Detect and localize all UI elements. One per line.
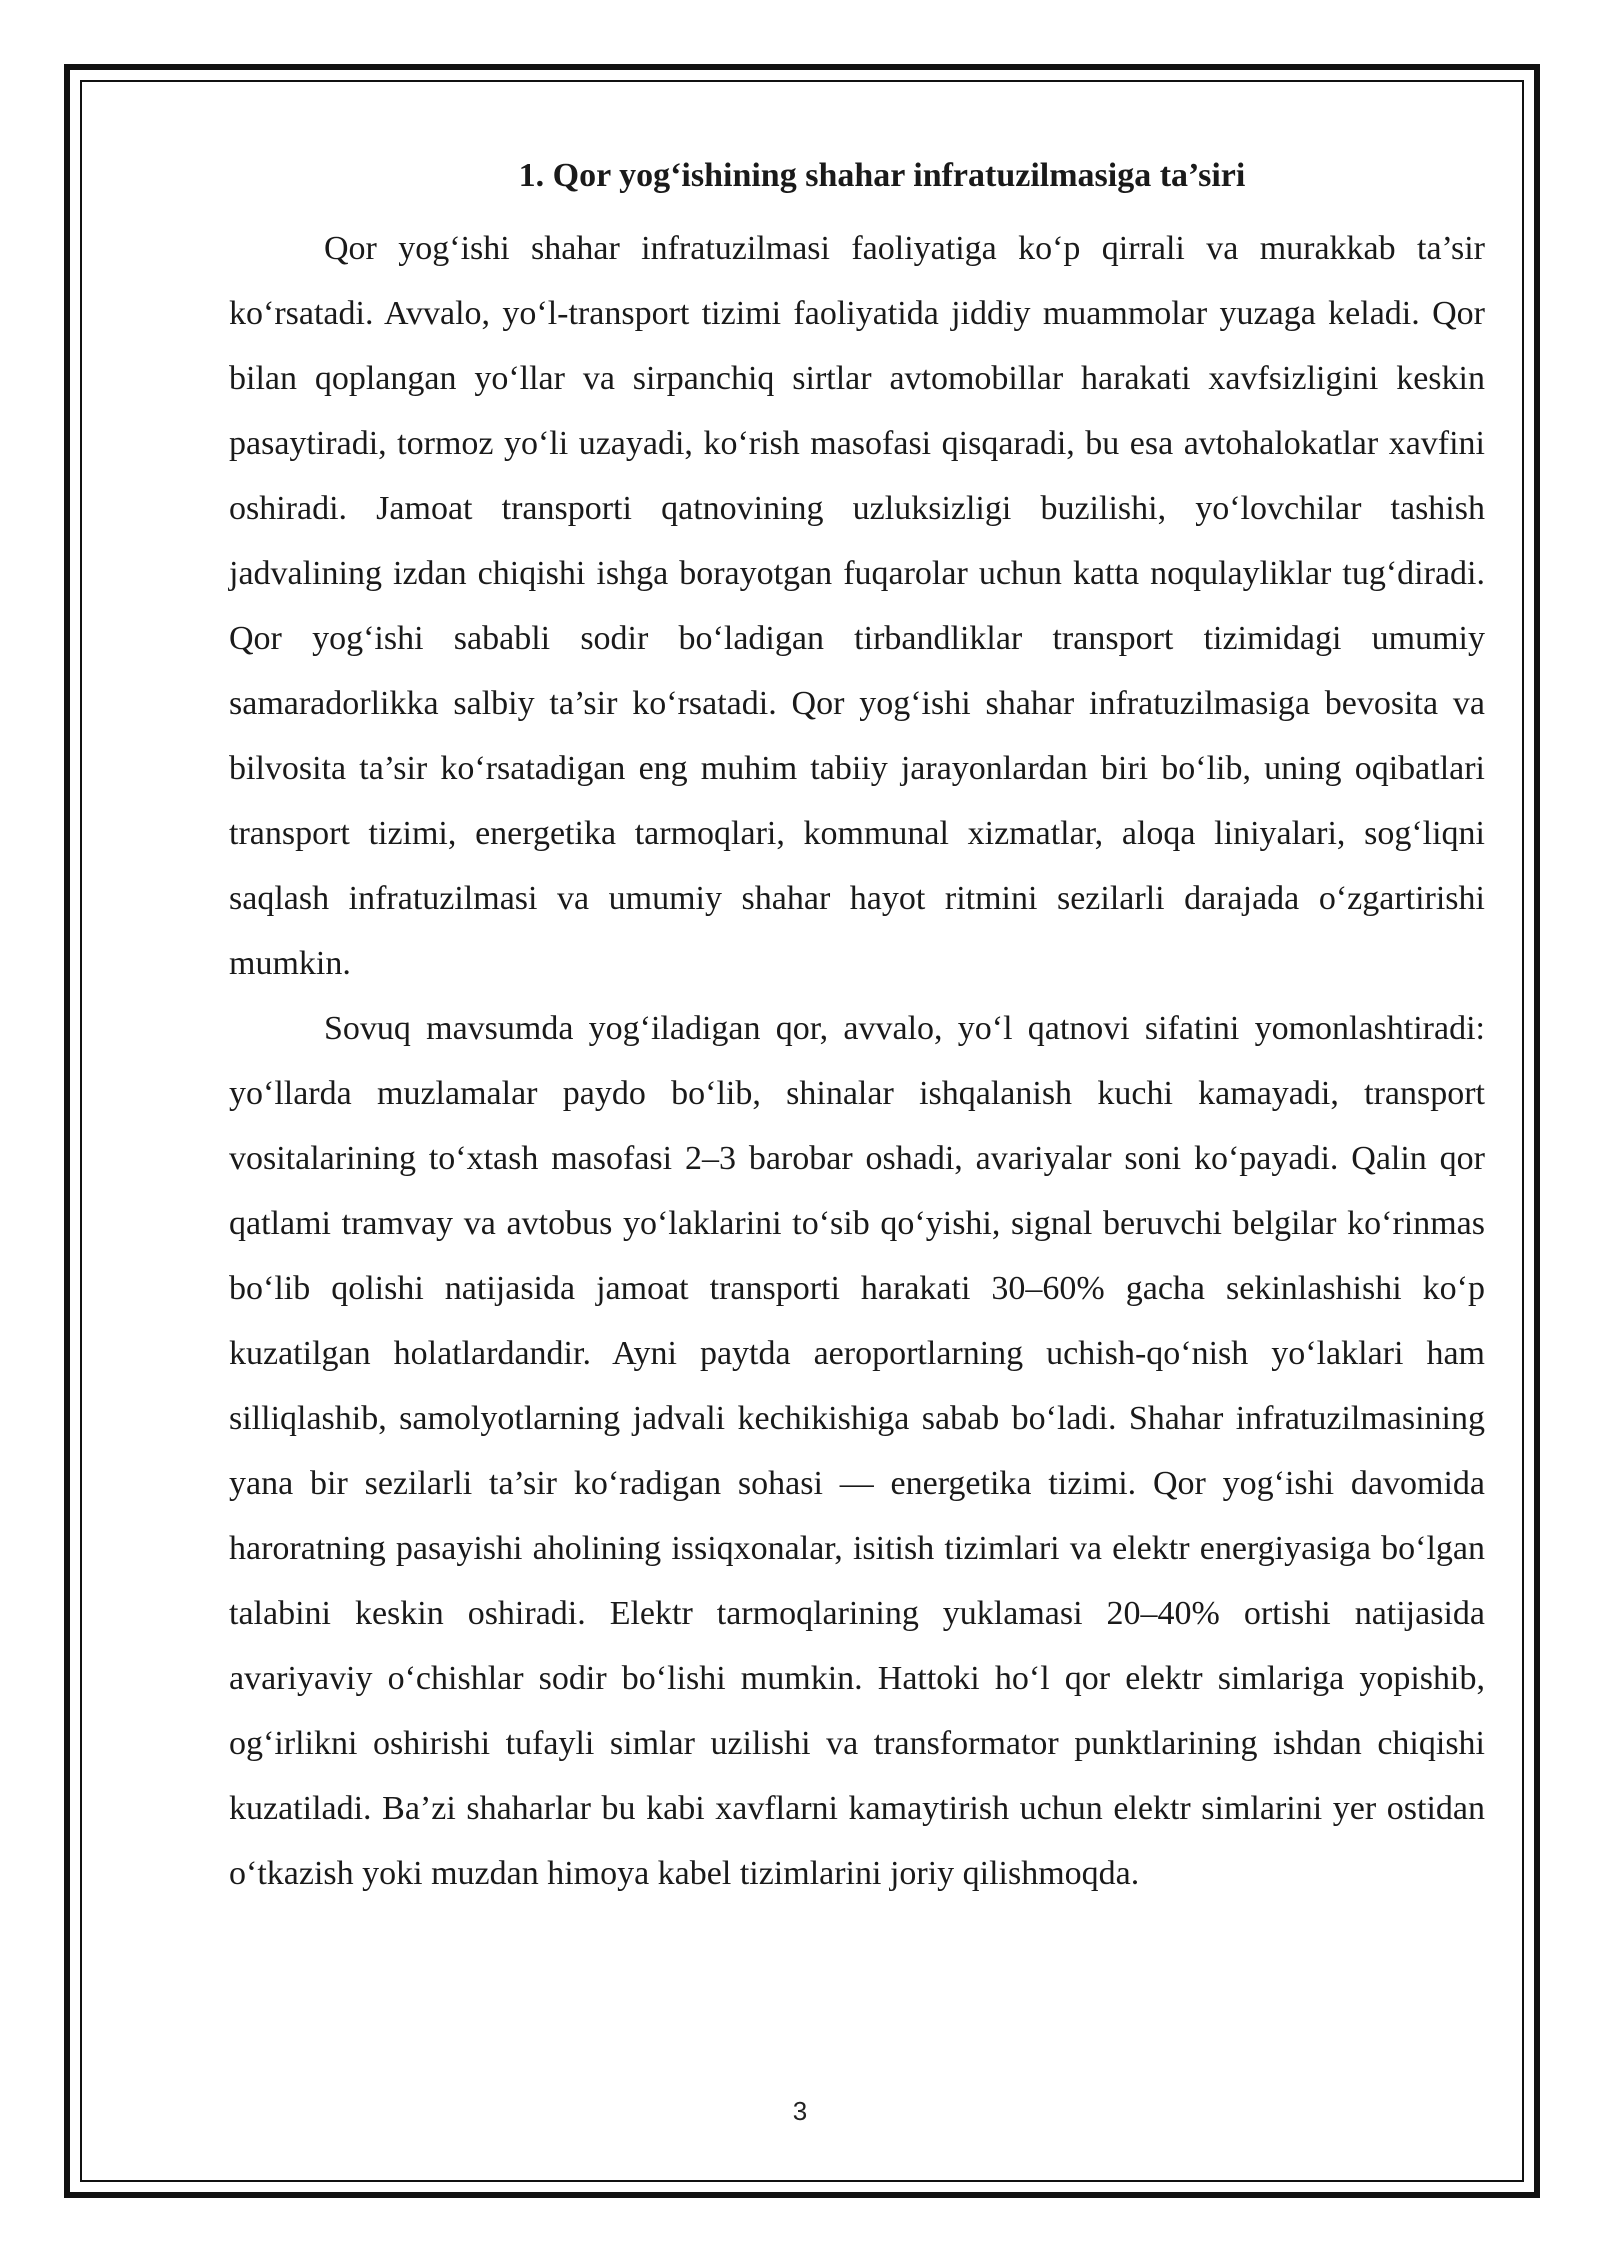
paragraph-1: Qor yog‘ishi shahar infratuzilmasi faoliyatiga ko‘p qirrali va murakkab ta’sir ko‘rsatadi. Avvalo, yo‘l-transport tizimi faoliyatida jiddiy muammolar yuzaga keladi. Qor bilan qoplangan yo‘llar va sirpanchiq sirtlar avtomobillar harakati xavfsizligini keskin pasaytiradi, tormoz yo‘li uzayadi, ko‘rish masofasi qisqaradi, bu esa avtohalokatlar xavfini oshiradi. Jamoat transporti qatnovining uzluksizligi buzilishi, yo‘lovchilar tashish jadvalining izdan chiqishi ishga borayotgan fuqarolar uchun katta noqulayliklar tug‘diradi. Qor yog‘ishi sababli sodir bo‘ladigan tirbandliklar transport tizimidagi umumiy samaradorlikka salbiy ta’sir ko‘rsatadi. Qor yog‘ishi shahar infratuzilmasiga bevosita va bilvosita ta’sir ko‘rsatadigan eng muhim tabiiy jarayonlardan biri bo‘lib, uning oqibatlari transport tizimi, energetika tarmoqlari, kommunal xizmatlar, aloqa liniyalari, sog‘liqni saqlash infratuzilmasi va umumiy shahar hayot ritmini sezilarli darajada o‘zgartirishi mumkin. [229, 230, 1485, 982]
section-heading: 1. Qor yog‘ishining shahar infratuzilmasiga ta’siri [518, 157, 1246, 194]
page-content [229, 150, 1485, 1906]
paragraph-2: Sovuq mavsumda yog‘iladigan qor, avvalo, yo‘l qatnovi sifatini yomonlashtiradi: yo‘llarda muzlamalar paydo bo‘lib, shinalar ishqalanish kuchi kamayadi, transport vositalarining to‘xtash masofasi 2–3 barobar oshadi, avariyalar soni ko‘payadi. Qalin qor qatlami tramvay va avtobus yo‘laklarini to‘sib qo‘yishi, signal beruvchi belgilar ko‘rinmas bo‘lib qolishi natijasida jamoat transporti harakati 30–60% gacha sekinlashishi ko‘p kuzatilgan holatlardandir. Ayni paytda aeroportlarning uchish-qo‘nish yo‘laklari ham silliqlashib, samolyotlarning jadvali kechikishiga sabab bo‘ladi. Shahar infratuzilmasining yana bir sezilarli ta’sir ko‘radigan sohasi — energetika tizimi. Qor yog‘ishi davomida haroratning pasayishi aholining issiqxonalar, isitish tizimlari va elektr energiyasiga bo‘lgan talabini keskin oshiradi. Elektr tarmoqlarining yuklamasi 20–40% ortishi natijasida avariyaviy o‘chishlar sodir bo‘lishi mumkin. Hattoki ho‘l qor elektr simlariga yopishib, og‘irlikni oshirishi tufayli simlar uzilishi va transformator punktlarining ishdan chiqishi kuzatiladi. Ba’zi shaharlar bu kabi xavflarni kamaytirish uchun elektr simlarini yer ostidan o‘tkazish yoki muzdan himoya kabel tizimlarini joriy qilishmoqda. [229, 1010, 1485, 1892]
page-number: 3 [792, 2096, 808, 2126]
